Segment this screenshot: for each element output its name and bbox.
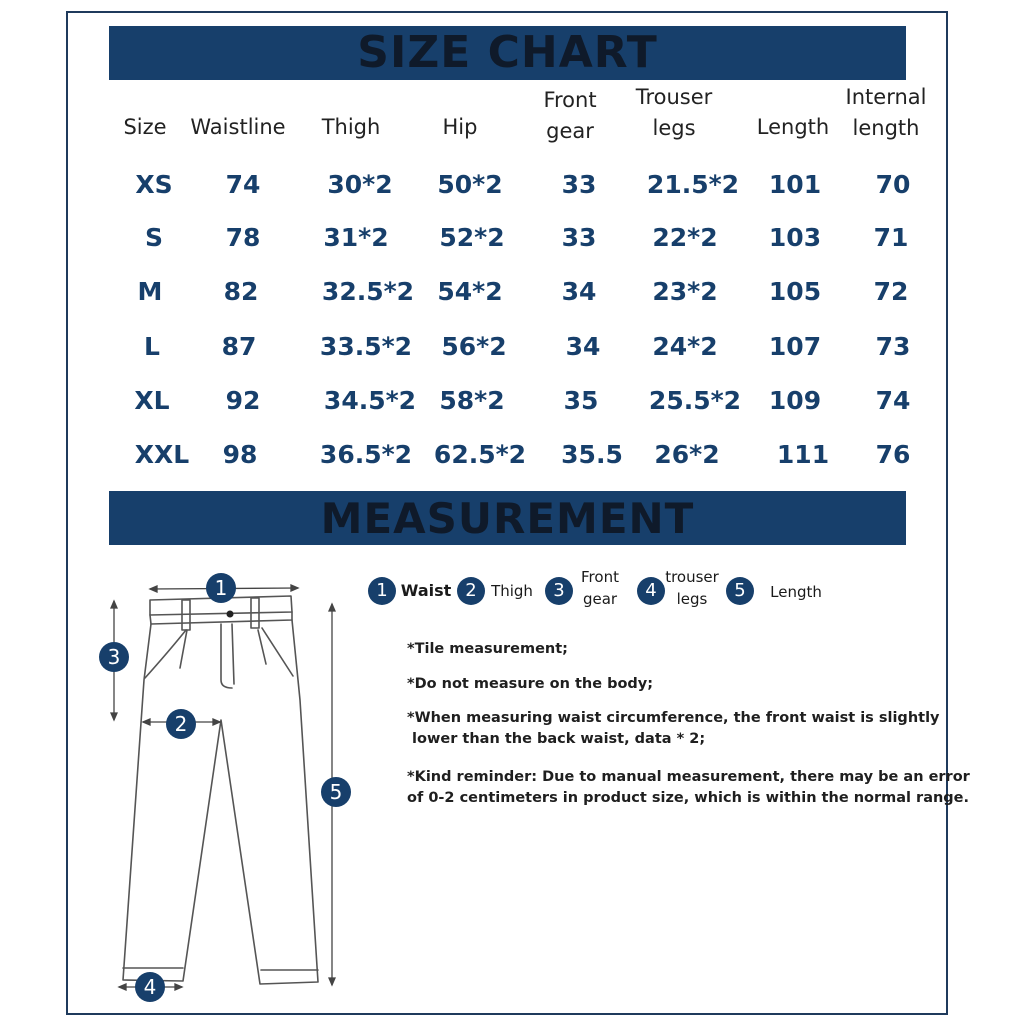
cell-waistline: 92 xyxy=(225,386,261,415)
legend-badge-trouser-legs: 4 xyxy=(637,577,665,605)
cell-length: 107 xyxy=(768,332,822,361)
waist-marker-badge: 1 xyxy=(206,573,236,603)
cell-size: M xyxy=(137,277,163,306)
cell-hip: 62.5*2 xyxy=(433,440,527,469)
cell-internal-length: 74 xyxy=(875,386,911,415)
cell-front-gear: 35.5 xyxy=(561,440,623,469)
cell-front-gear: 34 xyxy=(561,277,597,306)
cell-trouser-legs: 21.5*2 xyxy=(646,170,740,199)
size-chart-title: SIZE CHART xyxy=(109,26,906,80)
cell-waistline: 82 xyxy=(223,277,259,306)
header-length: Length xyxy=(756,115,830,139)
header-thigh: Thigh xyxy=(321,115,381,139)
cell-waistline: 87 xyxy=(221,332,257,361)
legend-label-thigh: Thigh xyxy=(491,582,533,600)
header-front-gear: Front gear xyxy=(543,88,597,143)
cell-trouser-legs: 26*2 xyxy=(654,440,720,469)
measurement-title: MEASUREMENT xyxy=(109,491,906,545)
note-waist-line-2: lower than the back waist, data * 2; xyxy=(407,731,706,747)
cell-hip: 58*2 xyxy=(439,386,505,415)
cell-front-gear: 34 xyxy=(565,332,601,361)
cell-thigh: 34.5*2 xyxy=(323,386,417,415)
front-gear-marker-badge: 3 xyxy=(99,642,129,672)
cell-length: 111 xyxy=(776,440,830,469)
length-marker-badge: 5 xyxy=(321,777,351,807)
legend-label-front-gear: Front gear xyxy=(581,568,619,608)
cell-hip: 54*2 xyxy=(437,277,503,306)
cell-length: 103 xyxy=(768,223,822,252)
cell-front-gear: 35 xyxy=(563,386,599,415)
note-waist-line-1: *When measuring waist circumference, the front waist is slightly xyxy=(407,710,940,726)
cell-hip: 56*2 xyxy=(441,332,507,361)
cell-length: 105 xyxy=(768,277,822,306)
header-internal-length: Internal length xyxy=(845,85,927,140)
legend-badge-thigh: 2 xyxy=(457,577,485,605)
cell-internal-length: 70 xyxy=(875,170,911,199)
cell-size: XS xyxy=(135,170,173,199)
legend-badge-front-gear: 3 xyxy=(545,577,573,605)
header-size: Size xyxy=(123,115,167,139)
note-do-not-measure: *Do not measure on the body; xyxy=(407,676,654,692)
cell-trouser-legs: 24*2 xyxy=(652,332,718,361)
pants-diagram xyxy=(90,560,360,1005)
header-waistline: Waistline xyxy=(190,115,286,139)
cell-waistline: 74 xyxy=(225,170,261,199)
note-reminder-line-2: of 0-2 centimeters in product size, which is within the normal range. xyxy=(407,790,970,806)
header-trouser-legs: Trouser legs xyxy=(635,85,713,140)
cell-size: L xyxy=(144,332,160,361)
cell-thigh: 32.5*2 xyxy=(321,277,415,306)
note-tile-measurement: *Tile measurement; xyxy=(407,641,568,657)
header-hip: Hip xyxy=(442,115,478,139)
note-reminder-line-1: *Kind reminder: Due to manual measurement, there may be an error xyxy=(407,769,970,785)
cell-hip: 52*2 xyxy=(439,223,505,252)
trouser-legs-marker-badge: 4 xyxy=(135,972,165,1002)
cell-internal-length: 73 xyxy=(875,332,911,361)
cell-internal-length: 71 xyxy=(873,223,909,252)
thigh-marker-badge: 2 xyxy=(166,709,196,739)
cell-waistline: 78 xyxy=(225,223,261,252)
cell-size: S xyxy=(144,223,163,252)
cell-trouser-legs: 25.5*2 xyxy=(648,386,742,415)
cell-internal-length: 76 xyxy=(875,440,911,469)
legend-badge-length: 5 xyxy=(726,577,754,605)
legend-badge-waist: 1 xyxy=(368,577,396,605)
cell-size: XXL xyxy=(134,440,190,469)
legend-label-waist: Waist xyxy=(400,581,452,600)
cell-front-gear: 33 xyxy=(561,170,597,199)
cell-internal-length: 72 xyxy=(873,277,909,306)
cell-waistline: 98 xyxy=(222,440,258,469)
cell-size: XL xyxy=(134,386,170,415)
cell-hip: 50*2 xyxy=(437,170,503,199)
cell-trouser-legs: 23*2 xyxy=(652,277,718,306)
cell-thigh: 30*2 xyxy=(327,170,393,199)
cell-front-gear: 33 xyxy=(561,223,597,252)
cell-length: 101 xyxy=(768,170,822,199)
cell-thigh: 33.5*2 xyxy=(319,332,413,361)
cell-trouser-legs: 22*2 xyxy=(652,223,718,252)
cell-thigh: 36.5*2 xyxy=(319,440,413,469)
cell-thigh: 31*2 xyxy=(323,223,389,252)
legend-label-trouser-legs: trouser legs xyxy=(665,568,719,608)
legend-label-length: Length xyxy=(770,583,822,601)
cell-length: 109 xyxy=(768,386,822,415)
